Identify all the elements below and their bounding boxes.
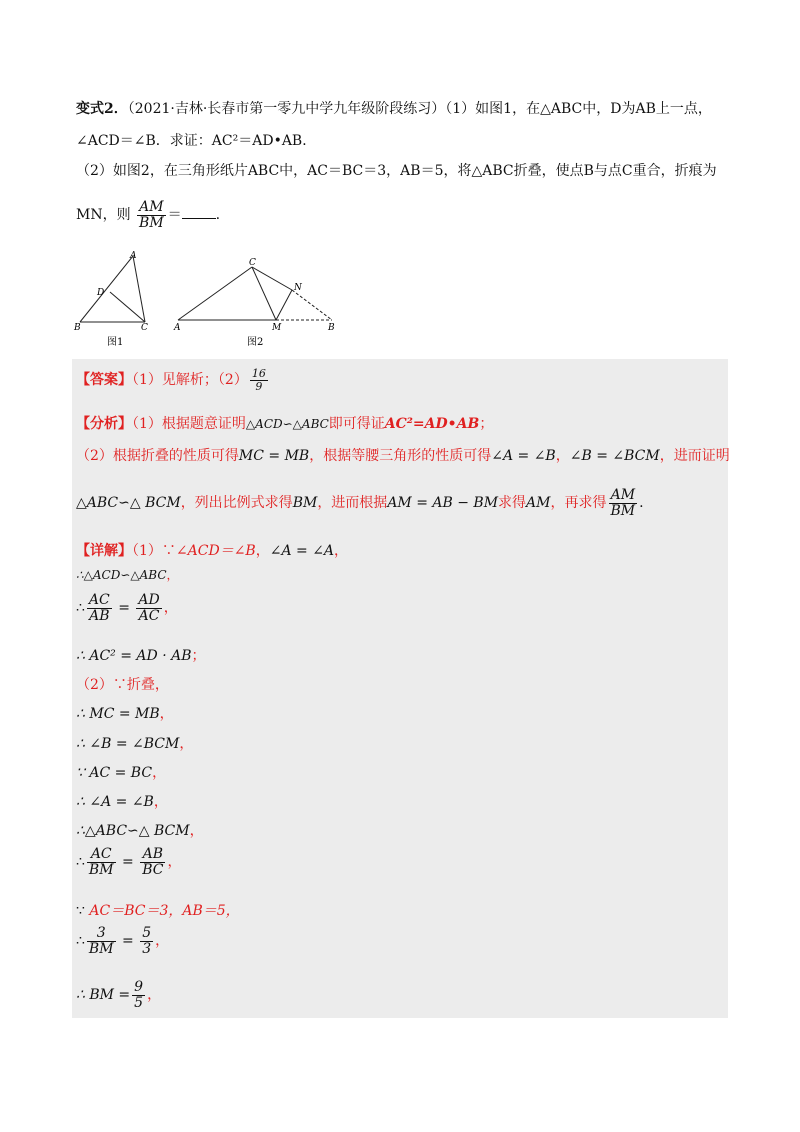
analysis-line-3 (76, 488, 644, 518)
fig2-label-b: B (328, 323, 335, 333)
fig2-label-c: C (249, 258, 256, 268)
detail-math: AC＝BC＝3，AB＝5， (89, 903, 240, 919)
detail-text: ； (191, 648, 206, 664)
detail-fraction: $\frac{9}{5}$ (134, 979, 144, 1011)
figure-2 (178, 267, 332, 320)
detail-text: ， (189, 823, 204, 839)
fig2-label-n: N (294, 283, 302, 293)
detail-math: ∠A = ∠A (269, 543, 335, 559)
detail-line-11: ∴ $\frac{AC}{BM}$ = $\frac{AB}{BC}$ ， (76, 846, 182, 878)
analysis-text: ，根据等腰三角形的性质可得 (309, 448, 492, 464)
detail-text: ∴ (76, 600, 85, 617)
detail-text: ， (334, 543, 349, 559)
analysis-text: 求得 (498, 495, 527, 512)
detail-tag: 【详解】 (76, 543, 132, 559)
detail-line-1 (76, 540, 348, 560)
detail-line-5 (76, 674, 169, 694)
detail-math: ∴△ABC∽△ BCM (76, 823, 190, 839)
detail-fraction: $\frac{AC}{BM}$ (88, 846, 114, 878)
detail-text: （2）∵ (76, 677, 127, 693)
detail-math: ∴ AC² = AD · AB (76, 648, 192, 664)
fig1-label-b: B (74, 323, 81, 333)
detail-line-8 (76, 762, 166, 782)
analysis-math: AM = AB − BM (387, 495, 499, 512)
detail-text: ， (166, 568, 179, 582)
answer-text: （1）见解析；（2） (132, 372, 248, 389)
detail-text: ， (179, 736, 194, 752)
answer-tag: 【答案】 (76, 372, 132, 389)
detail-text: ， (163, 600, 178, 617)
detail-math: ∴△ACD∽△ABC (76, 568, 167, 582)
detail-line-3: ∴ $\frac{AC}{AB}$ = $\frac{AD}{AC}$ ， (76, 592, 178, 624)
detail-text: ， (255, 543, 270, 559)
detail-line-4 (76, 645, 206, 665)
analysis-text: ，进而根据 (317, 495, 388, 512)
analysis-text: ，再求得 (550, 495, 607, 512)
analysis-math: BM (292, 495, 318, 512)
problem-line-2: ∠ACD＝∠B．求证：AC²＝AD•AB． (76, 133, 317, 149)
analysis-fraction: $\frac{AM}{BM}$ (610, 487, 636, 519)
problem-equals: ＝ (167, 207, 182, 224)
detail-fraction: $\frac{AD}{AC}$ (138, 592, 160, 624)
detail-line-12 (76, 900, 240, 920)
fig1-label-d: D (97, 288, 105, 298)
analysis-text: 即可得证 (328, 416, 385, 432)
analysis-text: ， (555, 448, 570, 464)
analysis-text: ，列出比例式求得 (180, 495, 293, 512)
problem-line-4 (76, 200, 220, 230)
problem-line-1 (76, 98, 712, 118)
detail-fraction: $\frac{5}{3}$ (142, 925, 152, 957)
detail-fraction: $\frac{AB}{BC}$ (142, 846, 164, 878)
analysis-math: AM (526, 495, 551, 512)
fig2-label-m: M (272, 323, 282, 333)
detail-text: ∵ (76, 903, 85, 919)
analysis-text: ，进而证明 (659, 448, 730, 464)
analysis-text: . (639, 495, 644, 512)
answer-line (76, 368, 270, 392)
detail-line-2 (76, 566, 179, 583)
analysis-text: （1）根据题意证明 (132, 416, 246, 432)
analysis-text: （2）根据折叠的性质可得 (76, 448, 239, 464)
problem-end: . (215, 207, 221, 224)
detail-math: ∴ ∠B = ∠BCM (76, 736, 180, 752)
detail-line-14 (76, 980, 161, 1010)
analysis-math: MC = MB (238, 448, 310, 464)
detail-line-10 (76, 820, 204, 840)
detail-math: ∴ BM = (76, 987, 131, 1004)
analysis-math: AC²=AD•AB (384, 416, 480, 432)
detail-text: ， (153, 794, 168, 810)
analysis-math: △ACD∽△ABC (245, 417, 329, 431)
detail-line-13: ∴ $\frac{3}{BM}$ = $\frac{5}{3}$ ， (76, 925, 170, 957)
detail-line-7 (76, 733, 193, 753)
detail-math: ∴ MC = MB (76, 706, 160, 722)
analysis-text: ； (479, 416, 494, 432)
analysis-math: ∠B = ∠BCM (569, 448, 660, 464)
fig1-caption: 图1 (107, 337, 124, 348)
fig2-label-a: A (174, 323, 181, 333)
problem-line-4-prefix: MN，则 (76, 207, 131, 224)
answer-blank (182, 206, 216, 219)
detail-text: ， (152, 765, 167, 781)
figure-1 (80, 256, 145, 322)
fig2-caption: 图2 (247, 337, 264, 348)
problem-label: 变式2． (76, 101, 128, 117)
analysis-tag: 【分析】 (76, 416, 132, 432)
detail-math: ∠ACD＝∠B (175, 543, 256, 559)
detail-math: ∴ ∠A = ∠B (76, 794, 154, 810)
detail-text: ∴ (76, 854, 85, 871)
analysis-math: △ABC∽△ BCM (76, 495, 181, 512)
fig1-label-c: C (141, 323, 148, 333)
detail-fraction: $\frac{AC}{AB}$ (88, 592, 110, 624)
detail-text: 折叠， (126, 677, 169, 693)
analysis-line-1 (76, 413, 493, 433)
analysis-line-2 (76, 445, 730, 465)
detail-line-9 (76, 791, 168, 811)
detail-text: ∴ (76, 933, 85, 950)
fig1-label-a: A (130, 251, 137, 261)
answer-fraction: $\frac{16}{9}$ (251, 367, 266, 393)
detail-math: ∵ AC = BC (76, 765, 153, 781)
problem-line-3: （2）如图2，在三角形纸片ABC中，AC＝BC＝3，AB＝5，将△ABC折叠，使点B与点C重合，折痕为 (76, 163, 717, 179)
analysis-math: ∠A = ∠B (491, 448, 556, 464)
detail-line-6 (76, 703, 174, 723)
problem-source: （2021·吉林·长春市第一零九中学九年级阶段练习）（1）如图1，在△ABC中，D为AB上一点， (127, 101, 712, 117)
detail-text: ， (147, 987, 162, 1004)
detail-text: ， (167, 854, 182, 871)
detail-text: ， (159, 706, 174, 722)
detail-text: ， (155, 933, 170, 950)
figures (70, 250, 350, 350)
detail-fraction: $\frac{3}{BM}$ (88, 925, 114, 957)
problem-fraction: $\frac{AM}{BM}$ (139, 199, 164, 231)
detail-text: （1）∵ (132, 543, 176, 559)
